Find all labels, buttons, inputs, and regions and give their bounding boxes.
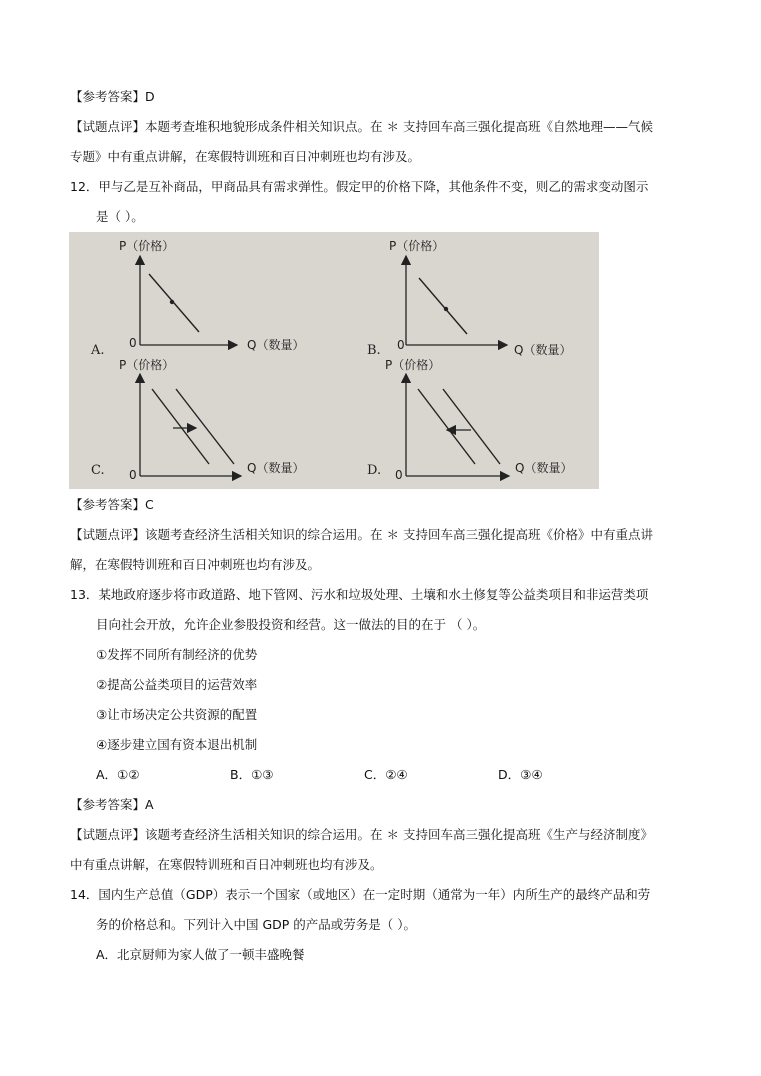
q12-stem-line2: 是（ ）。	[96, 209, 144, 224]
panel-d-letter: D.	[367, 463, 382, 478]
panel-b	[367, 238, 571, 358]
panel-b-q-label: Q（数量）	[514, 343, 572, 357]
panel-c-origin: 0	[129, 468, 137, 482]
q13-answer: 【参考答案】A	[70, 797, 154, 812]
q13-item-1: ①发挥不同所有制经济的优势	[96, 647, 258, 662]
q13-comment-line2: 中有重点讲解，在寒假特训班和百日冲刺班也均有涉及。	[70, 857, 383, 872]
q13-item-2: ②提高公益类项目的运营效率	[96, 677, 258, 692]
q13-stem-line2: 目向社会开放，允许企业参股投资和经营。这一做法的目的在于 （ ）。	[96, 617, 486, 632]
q13-stem-line1: 13．某地政府逐步将市政道路、地下管网、污水和垃圾处理、土壤和水土修复等公益类项目和非运营类项	[70, 587, 649, 602]
demand-curve-figure	[69, 232, 599, 489]
panel-a-letter: A.	[91, 343, 105, 358]
panel-b-demand-curve	[419, 278, 467, 334]
panel-b-p-label: P（价格）	[389, 239, 445, 253]
panel-c-letter: C.	[91, 463, 105, 478]
panel-c-q-label: Q（数量）	[247, 461, 305, 475]
q14-stem-line2: 务的价格总和。下列计入中国 GDP 的产品或劳务是（ ）。	[96, 917, 417, 932]
panel-d-origin: 0	[395, 468, 403, 482]
panel-d-q-label: Q（数量）	[515, 461, 573, 475]
panel-a-point	[170, 300, 174, 304]
q11-comment-line1: 【试题点评】本题考查堆积地貌形成条件相关知识点。在 ＊ 支持回车高三强化提高班《自然地理——气候	[70, 119, 653, 134]
q14-stem-line1: 14．国内生产总值（GDP）表示一个国家（或地区）在一定时期（通常为一年）内所生产的最终产品和劳	[70, 887, 651, 902]
q11-comment-line2: 专题》中有重点讲解，在寒假特训班和百日冲刺班也均有涉及。	[70, 149, 421, 164]
panel-d-curve-2	[443, 389, 500, 464]
panel-b-origin: 0	[397, 338, 405, 352]
q12-comment-line1: 【试题点评】该题考查经济生活相关知识的综合运用。在 ＊ 支持回车高三强化提高班《价格》中有重点讲	[70, 527, 653, 542]
q14-option-a: A．北京厨师为家人做了一顿丰盛晚餐	[96, 947, 305, 962]
q13-choice-b: B．①③	[230, 767, 274, 782]
q12-answer: 【参考答案】C	[70, 497, 154, 512]
panel-a-demand-curve	[149, 274, 199, 332]
q12-comment-line2: 解，在寒假特训班和百日冲刺班也均有涉及。	[70, 557, 321, 572]
q13-choice-d: D．③④	[498, 767, 543, 782]
q12-stem-line1: 12．甲与乙是互补商品，甲商品具有需求弹性。假定甲的价格下降，其他条件不变，则乙的需求变动图示	[70, 179, 649, 194]
q13-comment-line1: 【试题点评】该题考查经济生活相关知识的综合运用。在 ＊ 支持回车高三强化提高班《生产与经济制度》	[70, 827, 653, 842]
panel-d-curve-1	[418, 389, 475, 464]
q13-choice-c: C．②④	[364, 767, 408, 782]
panel-c-p-label: P（价格）	[119, 358, 175, 372]
panel-a-q-label: Q（数量）	[247, 338, 305, 352]
panel-c-curve-1	[152, 389, 209, 464]
q13-choice-a: A．①②	[96, 767, 140, 782]
demand-curve-svg	[69, 232, 599, 489]
q13-item-4: ④逐步建立国有资本退出机制	[96, 737, 258, 752]
panel-a-p-label: P（价格）	[119, 239, 175, 253]
q13-item-3: ③让市场决定公共资源的配置	[96, 707, 258, 722]
panel-b-point	[444, 307, 448, 311]
panel-c	[91, 357, 304, 482]
panel-c-curve-2	[176, 389, 234, 464]
panel-d-p-label: P（价格）	[385, 358, 441, 372]
panel-a	[90, 238, 304, 358]
panel-a-origin: 0	[129, 336, 137, 350]
q11-answer: 【参考答案】D	[70, 89, 155, 104]
panel-b-letter: B.	[367, 343, 381, 358]
panel-d	[367, 357, 572, 482]
